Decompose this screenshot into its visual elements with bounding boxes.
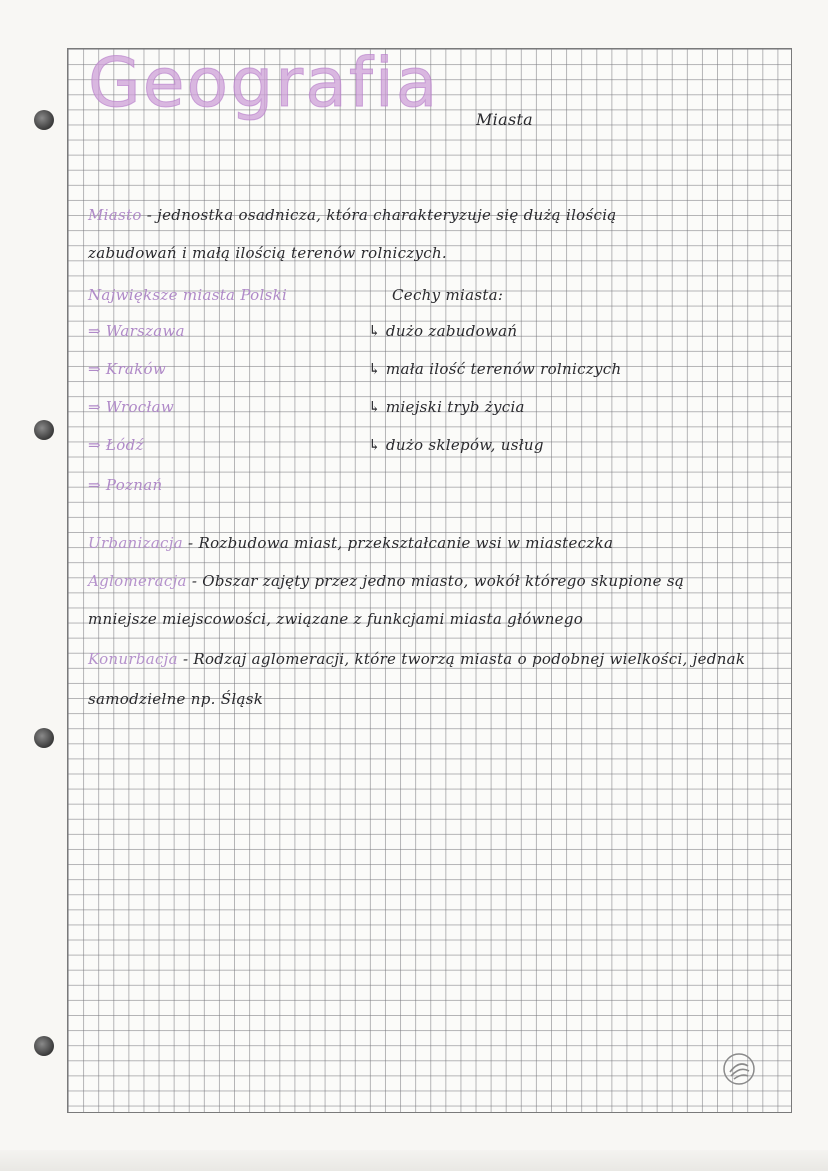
- knowunity-logo-icon: [722, 1052, 756, 1086]
- term-line: [88, 534, 613, 552]
- city-item: ⇒ Wrocław: [88, 398, 175, 416]
- page-subtitle: Miasta: [476, 110, 534, 129]
- binder-hole: [34, 420, 54, 440]
- city-item: ⇒ Kraków: [88, 360, 167, 378]
- term-line: [88, 650, 745, 668]
- term-line: [88, 572, 684, 590]
- term-text: - Obszar zajęty przez jedno miasto, wokół którego skupione są: [186, 572, 685, 590]
- term-continuation: mniejsze miejscowości, związane z funkcjami miasta głównego: [88, 610, 584, 628]
- feature-item: ↳ dużo sklepów, usług: [368, 436, 544, 454]
- feature-item: ↳ dużo zabudowań: [368, 322, 518, 340]
- page-bottom-edge: [0, 1150, 828, 1171]
- binder-hole: [34, 728, 54, 748]
- features-heading: Cechy miasta:: [392, 286, 504, 304]
- term-text: - Rodzaj aglomeracji, które tworzą miasta o podobnej wielkości, jednak: [177, 650, 746, 668]
- cities-heading: Największe miasta Polski: [88, 286, 288, 304]
- page-title: Geografia: [88, 44, 440, 123]
- term-text: - Rozbudowa miast, przekształcanie wsi w miasteczka: [182, 534, 614, 552]
- definition-line-2: zabudowań i małą ilością terenów rolniczych.: [88, 244, 448, 262]
- binder-hole: [34, 110, 54, 130]
- city-item: ⇒ Warszawa: [88, 322, 185, 340]
- definition-line-1: [88, 206, 617, 224]
- term-label: Konurbacja: [88, 650, 178, 668]
- term-label: Aglomeracja: [88, 572, 187, 590]
- feature-item: ↳ mała ilość terenów rolniczych: [368, 360, 622, 378]
- city-item: ⇒ Łódź: [88, 436, 144, 454]
- binder-hole: [34, 1036, 54, 1056]
- definition-term: Miasto: [88, 206, 142, 224]
- term-continuation: samodzielne np. Śląsk: [88, 690, 264, 708]
- definition-text-1: - jednostka osadnicza, która charakteryzuje się dużą ilością: [141, 206, 617, 224]
- term-label: Urbanizacja: [88, 534, 183, 552]
- feature-item: ↳ miejski tryb życia: [368, 398, 525, 416]
- city-item: ⇒ Poznań: [88, 476, 163, 494]
